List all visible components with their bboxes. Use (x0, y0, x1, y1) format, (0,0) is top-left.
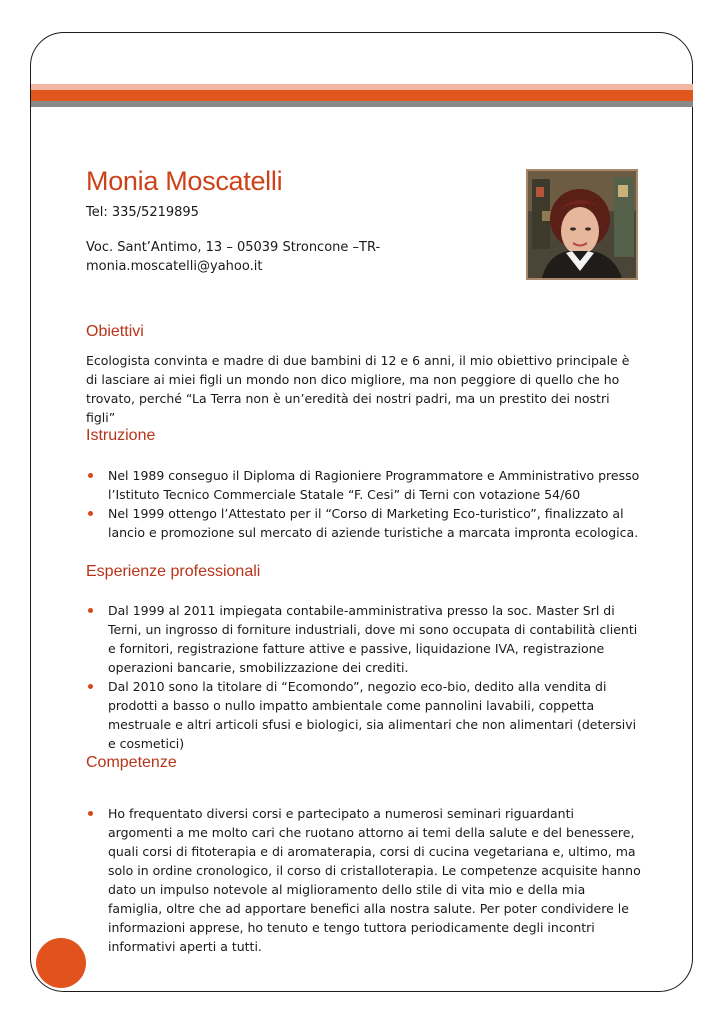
profile-photo (526, 169, 638, 280)
address-text: Voc. Sant’Antimo, 13 – 05039 Stroncone –TR- (86, 240, 381, 255)
esperienze-list (86, 601, 641, 753)
section-title-istruzione: Istruzione (86, 427, 156, 444)
list-item: Dal 1999 al 2011 impiegata contabile-amministrativa presso la soc. Master Srl di Terni, un ingrosso di forniture industriali, dove mi sono occupata di contabilità clienti e fornitori, registrazione fatture attive e passive, liquidazione IVA, registrazione operazioni bancarie, smobilizzazione dei crediti. (86, 601, 641, 677)
section-title-competenze: Competenze (86, 754, 177, 771)
section-title-obiettivi: Obiettivi (86, 323, 144, 340)
list-item: Dal 2010 sono la titolare di “Ecomondo”, negozio eco-bio, dedito alla vendita di prodotti a basso o nullo impatto ambientale come pannolini lavabili, coppetta mestruale e altri articoli sfusi e biologici, sia alimentari che non alimentari (detersivi e cosmetici) (86, 677, 641, 753)
list-item: Nel 1989 conseguo il Diploma di Ragioniere Programmatore e Amministrativo presso l’Istituto Tecnico Commerciale Statale “F. Cesi” di Terni con votazione 54/60 (86, 466, 641, 504)
phone-text: Tel: 335/5219895 (86, 205, 199, 220)
header-band-gray (31, 101, 693, 107)
list-item: Ho frequentato diversi corsi e partecipato a numerosi seminari riguardanti argomenti a me molto cari che ruotano attorno ai temi della salute e del benessere, quali corsi di fitoterapia e di aromaterapia, corsi di cucina vegetariana e, ultimo, ma solo in ordine cronologico, il corso di cristalloterapia. Le competenze acquisite hanno dato un impulso notevole al miglioramento dello stile di vita mio e della mia famiglia, oltre che ad apportare benefici alla nostra salute. Per poter condividere le informazioni apprese, ho tenuto e tengo tuttora periodicamente degli incontri informativi aperti a tutti. (86, 804, 641, 956)
profile-photo-illustration (528, 171, 636, 278)
list-item: Nel 1999 ottengo l’Attestato per il “Corso di Marketing Eco-turistico”, finalizzato al lancio e promozione sul mercato di aziende turistiche a marcata impronta ecologica. (86, 504, 641, 542)
istruzione-list (86, 466, 641, 542)
email-text: monia.moscatelli@yahoo.it (86, 259, 263, 274)
decorative-circle (36, 938, 86, 988)
obiettivi-text: Ecologista convinta e madre di due bambini di 12 e 6 anni, il mio obiettivo principale è di lasciare ai miei figli un mondo non dico migliore, ma non peggiore di quello che ho trovato, perché “La Terra non è un’eredità dei nostri padri, ma un prestito dei nostri figli” (86, 353, 630, 425)
candidate-name: Monia Moscatelli (86, 166, 283, 196)
competenze-list (86, 804, 641, 956)
header-band-orange (31, 90, 693, 101)
section-title-esperienze: Esperienze professionali (86, 563, 261, 580)
